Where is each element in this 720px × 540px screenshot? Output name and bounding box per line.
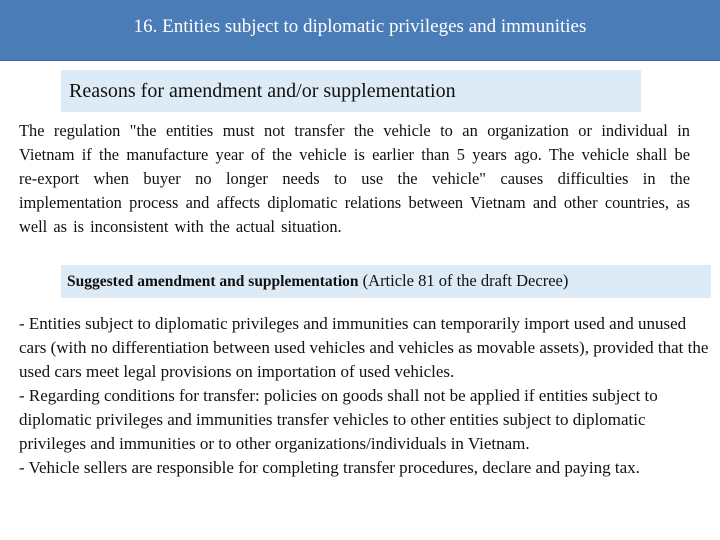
suggestion-heading-box xyxy=(61,265,711,298)
suggestion-point: - Regarding conditions for transfer: policies on goods shall not be applied if entities subject to diplomatic privileges and immunities transfer vehicles to other entities subject to diplomatic privileges and immunities or to other organizations/individuals in Vietnam. xyxy=(19,386,658,453)
reasons-heading-box xyxy=(61,70,641,112)
slide-title: 16. Entities subject to diplomatic privileges and immunities xyxy=(133,16,587,37)
reasons-paragraph: The regulation "the entities must not transfer the vehicle to an organization or individual in Vietnam if the manufacture year of the vehicle is earlier than 5 years ago. The vehicle shall be re-export when buyer no longer needs to use the vehicle" causes difficulties in the implementation process and affects diplomatic relations between Vietnam and other countries, as well as is inconsistent with the actual situation. xyxy=(19,121,690,236)
reasons-heading: Reasons for amendment and/or supplementation xyxy=(69,80,456,102)
suggestion-heading-bold: Suggested amendment and supplementation xyxy=(67,273,359,290)
suggestion-body xyxy=(19,312,709,480)
suggestion-heading xyxy=(67,271,568,291)
slide-title-bar xyxy=(0,0,720,61)
suggestion-point: - Entities subject to diplomatic privileges and immunities can temporarily import used and unused cars (with no differentiation between used vehicles and vehicles as movable assets), provided that the used cars meet legal provisions on importation of used vehicles. xyxy=(19,314,709,381)
suggestion-point: - Vehicle sellers are responsible for completing transfer procedures, declare and paying tax. xyxy=(19,458,640,477)
suggestion-heading-article: (Article 81 of the draft Decree) xyxy=(358,271,569,290)
